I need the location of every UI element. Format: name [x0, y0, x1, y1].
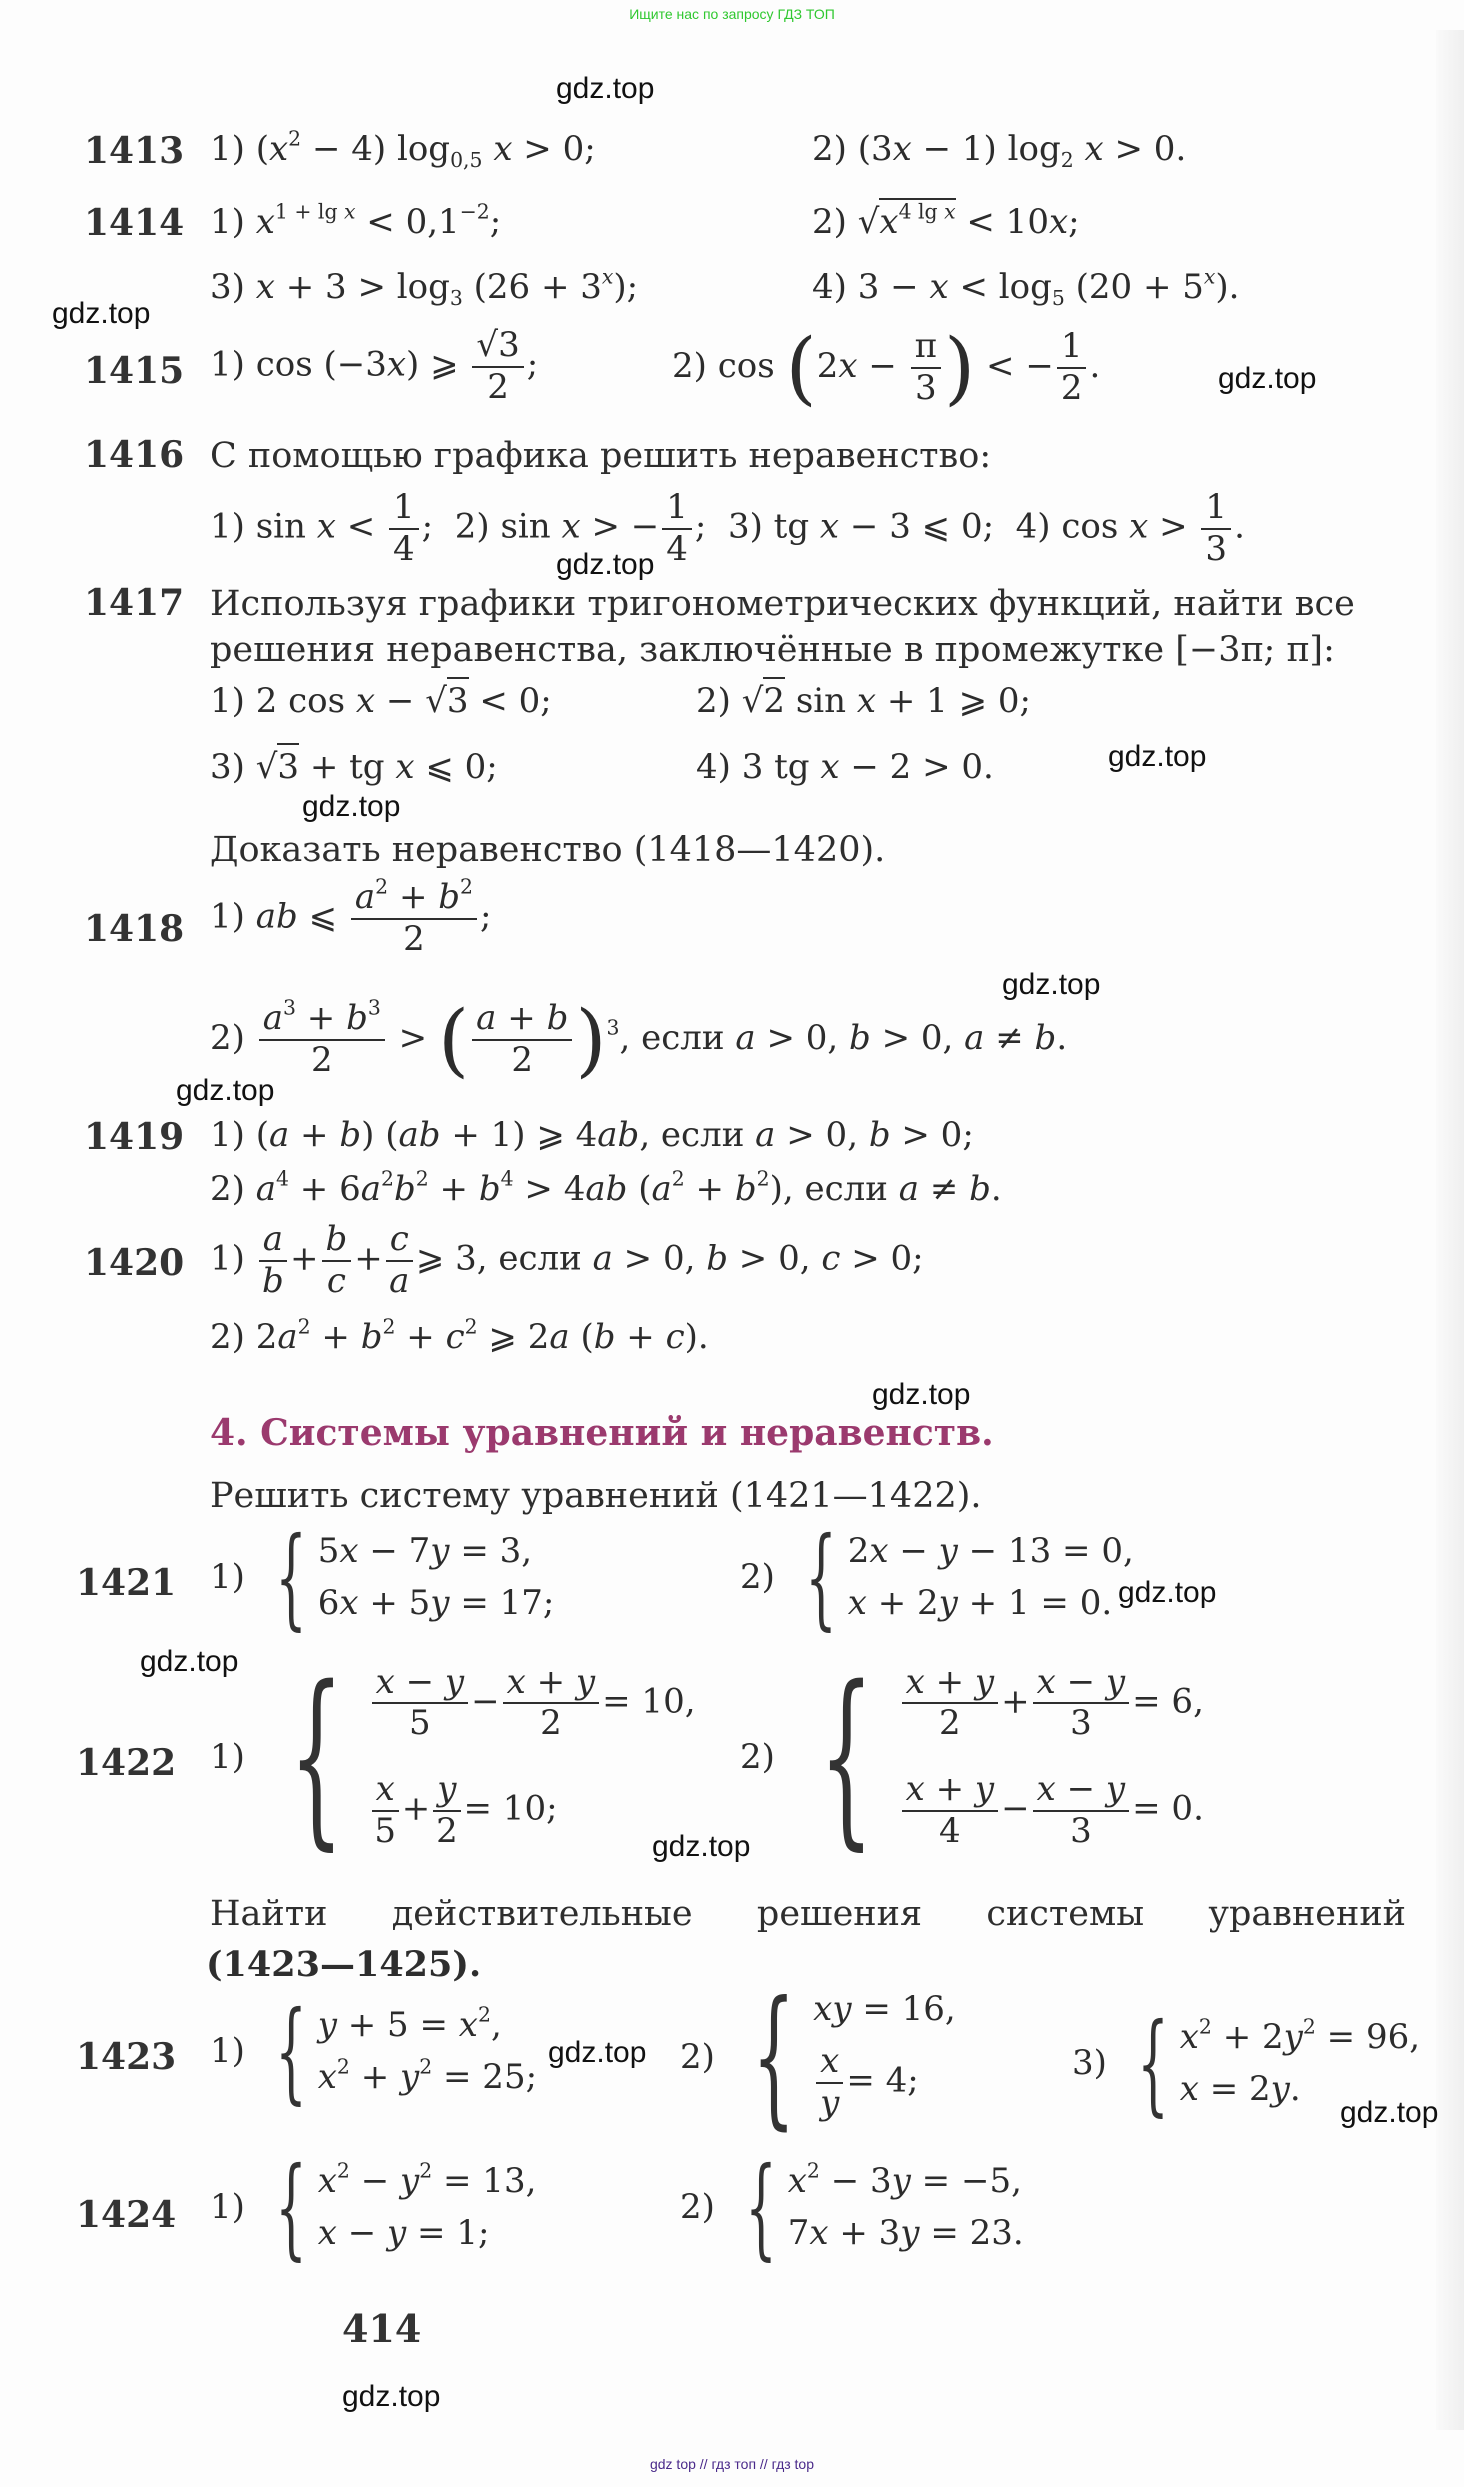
page-edge-shadow — [1436, 30, 1464, 2430]
problem-1420-item-1: 1) $\frac{a}{b}$ + $\frac{b}{c}$ + $\frac{c}{a}$ ⩾ 3, если a > 0, b > 0, c > 0; — [210, 1219, 924, 1301]
problem-1419-item-1: 1) (a + b) (ab + 1) ⩾ 4ab, если a > 0, b > 0; — [210, 1115, 974, 1155]
watermark: gdz.top — [548, 2036, 647, 2069]
problem-1415-item-1: 1) cos (−3x) ⩾ $\frac{√3}{2}$ ; — [210, 325, 539, 407]
problem-1421-item-1: 1) { 5x − 7y = 3, 6x + 5y = 17; — [210, 1513, 555, 1641]
problem-1417-item-3: 3) √3 + tg x ⩽ 0; — [210, 750, 498, 784]
page-number: 414 — [342, 2306, 422, 2351]
problem-1417-text-2: решения неравенства, заключённые в промежутке [−3π; π]: — [210, 630, 1335, 670]
problem-1414-item-1: 1) $x^{1 + lg x} < 0,1^{-2}$; — [210, 199, 502, 242]
problem-number: 1415 — [84, 350, 185, 392]
problem-number: 1424 — [76, 2194, 177, 2236]
problem-1423-item-3: 3) { $x^2 + 2y^2 = 96$, x = 2y. — [1072, 1999, 1421, 2127]
watermark: gdz.top — [302, 790, 401, 823]
watermark: gdz.top — [1340, 2096, 1439, 2129]
watermark: gdz.top — [556, 548, 655, 581]
find-real-instruction: Найти действительные решения системы уравнений — [210, 1894, 1406, 1934]
problem-number: 1413 — [84, 130, 185, 172]
problem-number: 1416 — [84, 434, 185, 476]
watermark: gdz.top — [176, 1074, 275, 1107]
watermark: gdz.top — [52, 297, 151, 330]
problem-1421-item-2: 2) { 2x − y − 13 = 0, x + 2y + 1 = 0. — [740, 1513, 1134, 1641]
problem-1417-text-1: Используя графики тригонометрических функций, найти все — [210, 584, 1355, 624]
problem-1418-item-2: 2) $\frac{a^3 + b^3}{2}$ > ( $\frac{a + b}{2}$ )$^3$, если a > 0, b > 0, a ≠ b. — [210, 993, 1068, 1086]
problem-number: 1423 — [76, 2036, 177, 2078]
top-banner[interactable]: Ищите нас по запросу ГДЗ ТОП — [629, 6, 835, 22]
problem-1414-item-4: 4) $3 - x < \log_5 (20 + 5^x)$. — [812, 264, 1240, 311]
problem-1416-text: С помощью графика решить неравенство: — [210, 436, 992, 476]
problem-number: 1414 — [84, 202, 185, 244]
watermark: gdz.top — [872, 1378, 971, 1411]
problem-number: 1418 — [84, 908, 185, 950]
watermark: gdz.top — [1118, 1576, 1217, 1609]
section-heading: 4. Системы уравнений и неравенств. — [210, 1412, 994, 1454]
watermark: gdz.top — [1218, 362, 1317, 395]
watermark: gdz.top — [652, 1830, 751, 1863]
problem-1414-item-3: 3) $x + 3 > \log_3 (26 + 3^x)$; — [210, 264, 639, 311]
problem-number: 1421 — [76, 1562, 177, 1604]
problem-1420-item-2: 2) $2a^2 + b^2 + c^2$ ⩾ 2a (b + c). — [210, 1314, 709, 1357]
watermark: gdz.top — [342, 2380, 441, 2413]
watermark: gdz.top — [1108, 740, 1207, 773]
problem-1417-item-4: 4) 3 tg x − 2 > 0. — [696, 747, 994, 787]
problem-1417-item-2: 2) √2 sin x + 1 ⩾ 0; — [696, 684, 1031, 718]
problem-1424-item-2: 2) { $x^2 - 3y = -5$, 7x + 3y = 23. — [680, 2143, 1024, 2271]
problem-number: 1419 — [84, 1116, 185, 1158]
watermark: gdz.top — [556, 72, 655, 105]
problem-1417-item-1: 1) 2 cos x − √3 < 0; — [210, 684, 552, 718]
problem-number: 1420 — [84, 1242, 185, 1284]
problem-1422-item-1: 1) { $\frac{x - y}{5}$ − $\frac{x + y}{2}$ = 10, $\frac{x}{5}$ + $\frac{y}{2}$ = 10; — [210, 1646, 696, 1867]
problem-1423-item-2: 2) { xy = 16, $\frac{x}{y}$ = 4; — [680, 1970, 956, 2144]
find-real-range: (1423—1425). — [206, 1944, 482, 1985]
problem-1416-items: 1) sin x < $\frac{1}{4}$ ; 2) sin x > − $\frac{1}{4}$ ; 3) tg x − 3 ⩽ 0; 4) cos x > $\frac{1}{3}$ . — [210, 487, 1245, 569]
footer-links[interactable]: gdz top // гдз топ // гдз top — [649, 2456, 815, 2472]
problem-1418-item-1: 1) ab ⩽ $\frac{a^2 + b^2}{2}$ ; — [210, 874, 492, 959]
solve-system-instruction: Решить систему уравнений (1421—1422). — [210, 1476, 982, 1516]
problem-1424-item-1: 1) { $x^2 - y^2 = 13$, x − y = 1; — [210, 2143, 537, 2271]
watermark: gdz.top — [140, 1645, 239, 1678]
problem-number: 1422 — [76, 1742, 177, 1784]
prove-instruction: Доказать неравенство (1418—1420). — [210, 830, 886, 870]
problem-1413-item-1: 1) $(x^2 - 4)$ $\log_{0,5} x > 0$; — [210, 126, 596, 173]
watermark: gdz.top — [1002, 968, 1101, 1001]
problem-1414-item-2: 2) $√x^{4 lg x} < 10x$; — [812, 199, 1080, 242]
problem-1422-item-2: 2) { $\frac{x + y}{2}$ + $\frac{x - y}{3}$ = 6, $\frac{x + y}{4}$ − $\frac{x - y}{3}$ = 0. — [740, 1646, 1204, 1867]
problem-1413-item-2: 2) (3x − 1) $\log_2 x > 0$. — [812, 129, 1187, 173]
problem-number: 1417 — [84, 582, 185, 624]
problem-1419-item-2: 2) $a^4 + 6a^2b^2 + b^4 > 4ab$ $(a^2 + b^2)$, если a ≠ b. — [210, 1166, 1002, 1209]
problem-1423-item-1: 1) { $y + 5 = x^2$, $x^2 + y^2 = 25$; — [210, 1987, 538, 2115]
problem-1415-item-2: 2) cos (2x − $\frac{\pi}{3}$ ) < − $\frac{1}{2}$ . — [672, 321, 1101, 414]
